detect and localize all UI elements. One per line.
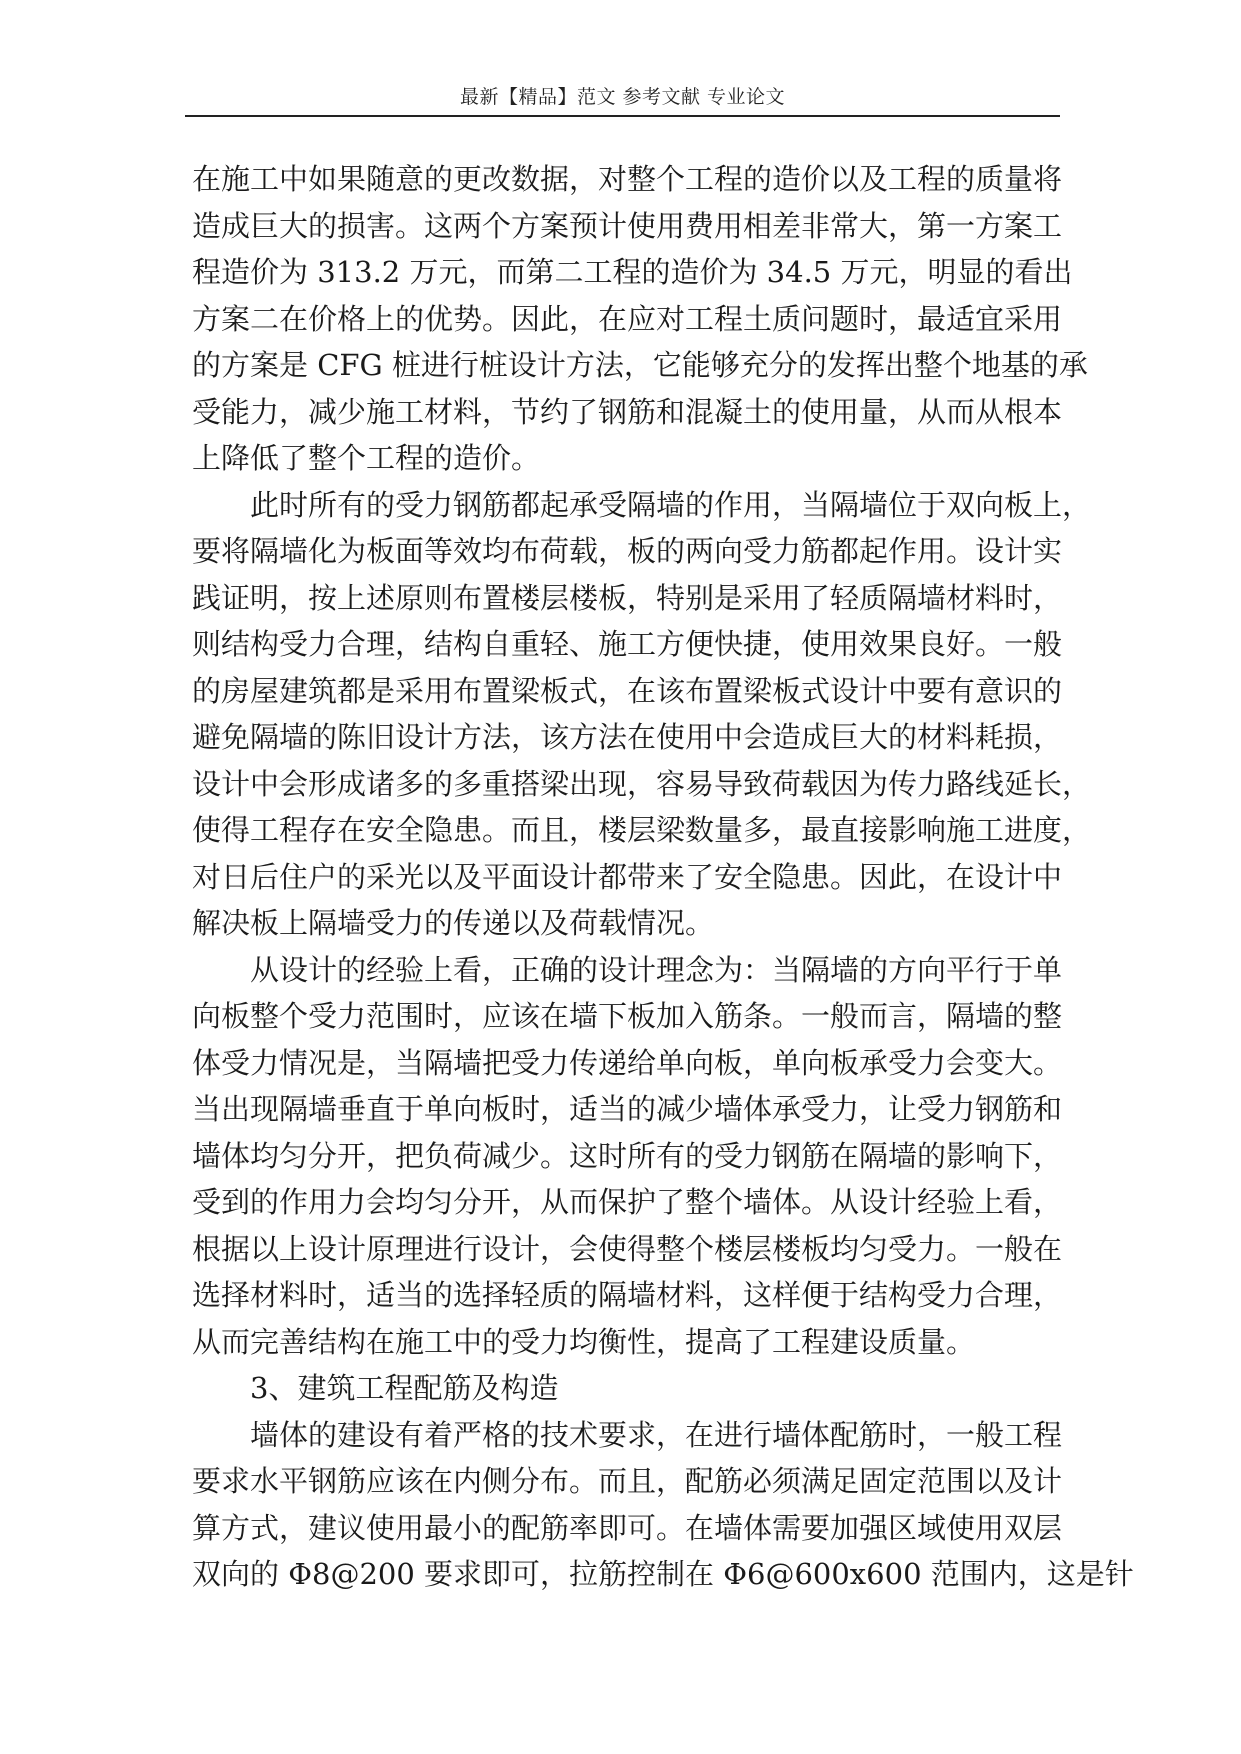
text-line: 造成巨大的损害。这两个方案预计使用费用相差非常大，第一方案工 <box>192 208 1063 243</box>
text-line: 在施工中如果随意的更改数据，对整个工程的造价以及工程的质量将 <box>192 162 1063 196</box>
paragraph <box>192 482 1092 947</box>
text-line: 设计中会形成诸多的多重搭梁出现，容易导致荷载因为传力路线延长， <box>192 766 1092 801</box>
text-line: 方案二在价格上的优势。因此，在应对工程土质问题时，最适宜采用 <box>192 301 1063 336</box>
text-line: 受能力，减少施工材料，节约了钢筋和混凝土的使用量，从而从根本 <box>192 394 1063 429</box>
paragraph <box>192 156 1088 482</box>
document-body <box>192 156 1134 1598</box>
text-line: 的方案是 CFG 桩进行桩设计方法，它能够充分的发挥出整个地基的承 <box>192 348 1088 382</box>
text-line: 践证明，按上述原则布置楼层楼板，特别是采用了轻质隔墙材料时， <box>192 580 1063 615</box>
paragraph <box>192 1412 1134 1598</box>
text-line: 解决板上隔墙受力的传递以及荷载情况。 <box>192 906 715 940</box>
header-divider <box>185 115 1060 117</box>
text-line: 对日后住户的采光以及平面设计都带来了安全隐患。因此，在设计中 <box>192 859 1063 894</box>
paragraph <box>192 1365 1060 1412</box>
text-line: 要求水平钢筋应该在内侧分布。而且，配筋必须满足固定范围以及计 <box>192 1464 1063 1498</box>
text-line: 算方式，建议使用最小的配筋率即可。在墙体需要加强区域使用双层 <box>192 1510 1063 1545</box>
text-line: 上降低了整个工程的造价。 <box>192 441 541 475</box>
page-header: 最新【精品】范文 参考文献 专业论文 <box>459 86 786 108</box>
text-line: 此时所有的受力钢筋都起承受隔墙的作用，当隔墙位于双向板上， <box>250 487 1092 522</box>
paragraph <box>192 947 1063 1366</box>
text-line: 从设计的经验上看，正确的设计理念为：当隔墙的方向平行于单 <box>250 952 1063 987</box>
text-line: 墙体的建设有着严格的技术要求，在进行墙体配筋时，一般工程 <box>250 1417 1063 1452</box>
text-line: 当出现隔墙垂直于单向板时，适当的减少墙体承受力，让受力钢筋和 <box>192 1092 1063 1126</box>
text-line: 使得工程存在安全隐患。而且，楼层梁数量多，最直接影响施工进度， <box>192 813 1092 847</box>
text-line: 的房屋建筑都是采用布置梁板式，在该布置梁板式设计中要有意识的 <box>192 673 1063 708</box>
text-line: 墙体均匀分开，把负荷减少。这时所有的受力钢筋在隔墙的影响下， <box>192 1138 1063 1173</box>
text-line: 3、建筑工程配筋及构造 <box>250 1371 559 1405</box>
text-line: 从而完善结构在施工中的受力均衡性，提高了工程建设质量。 <box>192 1324 976 1359</box>
text-line: 要将隔墙化为板面等效均布荷载，板的两向受力筋都起作用。设计实 <box>192 534 1063 568</box>
text-line: 选择材料时，适当的选择轻质的隔墙材料，这样便于结构受力合理， <box>192 1278 1063 1312</box>
text-line: 避免隔墙的陈旧设计方法，该方法在使用中会造成巨大的材料耗损， <box>192 720 1063 754</box>
text-line: 双向的 Φ8@200 要求即可，拉筋控制在 Φ6@600x600 范围内，这是针 <box>192 1557 1134 1591</box>
text-line: 则结构受力合理，结构自重轻、施工方便快捷，使用效果良好。一般 <box>192 627 1063 661</box>
text-line: 向板整个受力范围时，应该在墙下板加入筋条。一般而言，隔墙的整 <box>192 999 1063 1033</box>
text-line: 程造价为 313.2 万元，而第二工程的造价为 34.5 万元，明显的看出 <box>192 255 1073 289</box>
text-line: 受到的作用力会均匀分开，从而保护了整个墙体。从设计经验上看， <box>192 1185 1063 1219</box>
text-line: 体受力情况是，当隔墙把受力传递给单向板，单向板承受力会变大。 <box>192 1045 1063 1080</box>
text-line: 根据以上设计原理进行设计，会使得整个楼层楼板均匀受力。一般在 <box>192 1231 1063 1266</box>
